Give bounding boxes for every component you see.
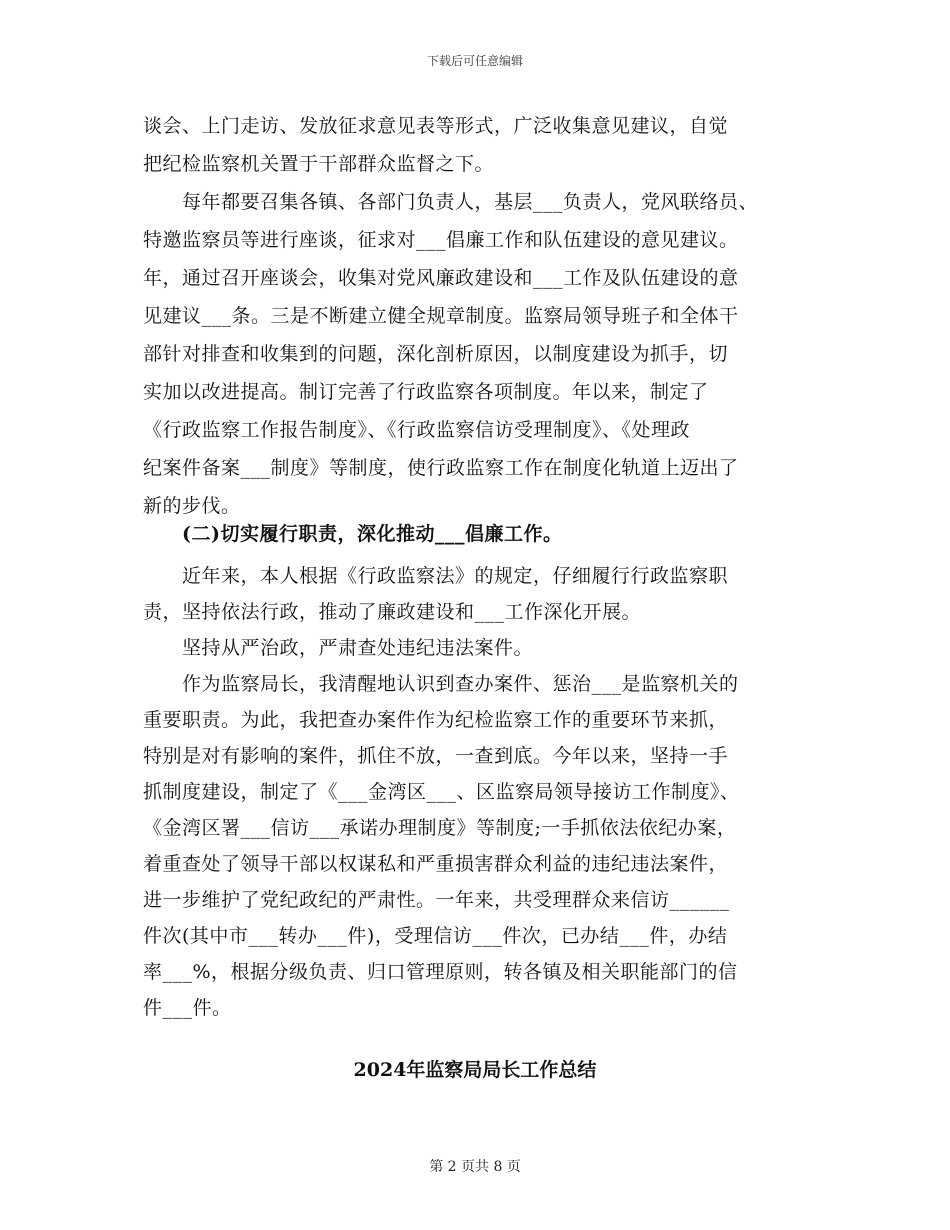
text-line: 见建议___条。三是不断建立健全规章制度。监察局领导班子和全体干	[143, 305, 739, 327]
document-title: 2024年监察局局长工作总结	[353, 1059, 597, 1081]
text-line: 坚持从严治政，严肃查处违纪违法案件。	[143, 637, 534, 659]
text-line: 实加以改进提高。制订完善了行政监察各项制度。年以来，制定了	[143, 381, 709, 403]
text-line: 特别是对有影响的案件，抓住不放，一查到底。今年以来，坚持一手	[143, 745, 729, 767]
text-line: 部针对排查和收集到的问题，深化剖析原因，以制度建设为抓手，切	[143, 343, 729, 365]
text-line: 着重查处了领导干部以权谋私和严重损害群众利益的违纪违法案件，	[143, 853, 729, 875]
text-line: 件___件。	[143, 997, 232, 1019]
text-line: 新的步伐。	[143, 495, 241, 517]
text-line: 率___%，根据分级负责、归口管理原则，转各镇及相关职能部门的信	[143, 961, 738, 983]
text-line: 重要职责。为此，我把查办案件作为纪检监察工作的重要环节来抓，	[143, 709, 729, 731]
text-line: 每年都要召集各镇、各部门负责人，基层___负责人，党风联络员、	[143, 191, 759, 213]
text-line: 《金湾区署___信访___承诺办理制度》等制度;一手抓依法依纪办案，	[143, 817, 737, 839]
text-line: 抓制度建设，制定了《___金湾区___、区监察局领导接访工作制度》、	[143, 781, 740, 803]
text-line: 作为监察局长，我清醒地认识到查办案件、惩治___是监察机关的	[143, 673, 739, 695]
page-footer: 第 2 页共 8 页	[429, 1159, 521, 1175]
text-line: 近年来，本人根据《行政监察法》的规定，仔细履行行政监察职	[143, 565, 729, 587]
text-line: 责，坚持依法行政，推动了廉政建设和___工作深化开展。	[143, 601, 642, 623]
text-line: 谈会、上门走访、发放征求意见表等形式，广泛收集意见建议，自觉	[143, 115, 729, 137]
text-line: 年，通过召开座谈会，收集对党风廉政建设和___工作及队伍建设的意	[143, 267, 739, 289]
text-line: 件次(其中市___转办___件)，受理信访___件次，已办结___件，办结	[143, 925, 728, 947]
section-heading: (二)切实履行职责，深化推动___倡廉工作。	[143, 523, 563, 545]
text-line: 《行政监察工作报告制度》、《行政监察信访受理制度》、《处理政	[143, 419, 691, 441]
text-line: 把纪检监察机关置于干部群众监督之下。	[143, 153, 495, 175]
text-line: 特邀监察员等进行座谈，征求对___倡廉工作和队伍建设的意见建议。	[143, 229, 739, 251]
text-line: 进一步维护了党纪政纪的严肃性。一年来，共受理群众来信访______	[143, 889, 730, 911]
page-header: 下载后可任意编辑	[426, 54, 523, 68]
text-line: 纪案件备案___制度》等制度，使行政监察工作在制度化轨道上迈出了	[143, 457, 739, 479]
